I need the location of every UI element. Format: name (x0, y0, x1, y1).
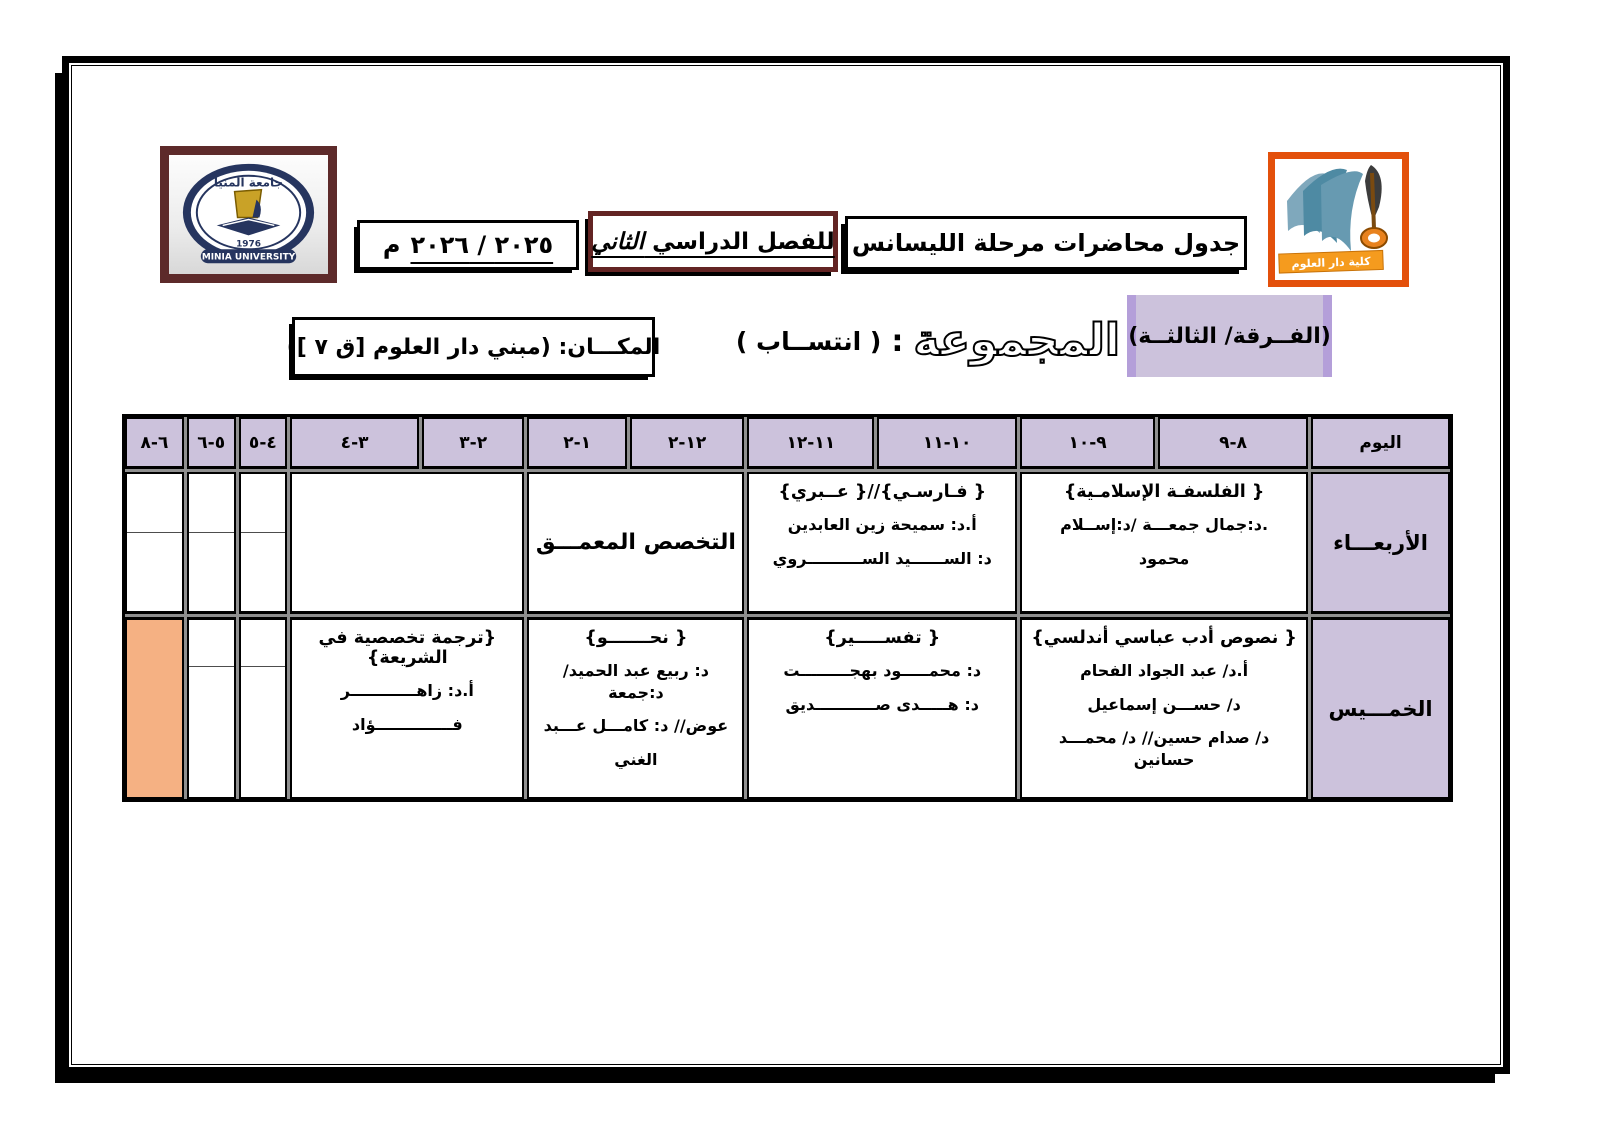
header-slot-6-8: ٦-٨ (125, 417, 184, 469)
header-day-column: اليوم (1311, 417, 1450, 469)
inkwell-highlight (1368, 234, 1380, 243)
course-instructors-line: أ.د/ عبد الجواد الفحام (1080, 661, 1249, 680)
header-slot-8-9: ٨-٩ (1158, 417, 1308, 469)
header-slot-11-12: ١١-١٢ (747, 417, 874, 469)
semester-title-text: للفصل الدراسي الثاني (591, 228, 835, 255)
quill-stem (1372, 173, 1374, 229)
header-slot-3-4: ٣-٤ (290, 417, 419, 469)
course-instructors-line: أ.د: زاهــــــــــــر (340, 681, 474, 700)
academic-year-box (357, 220, 579, 270)
academic-year-suffix: م (382, 231, 401, 259)
faculty-logo (1268, 152, 1409, 287)
course-instructors-line: الغني (614, 749, 658, 769)
course-abbasid-andalusian-literature (1020, 617, 1308, 799)
group-value: ( انتســاب ) (735, 326, 882, 356)
header-slot-4-5: ٤-٥ (239, 417, 288, 469)
faculty-emblem-icon (1275, 159, 1402, 280)
header-slot-10-11: ١٠-١١ (877, 417, 1017, 469)
empty-cell-wednesday-5-6 (187, 472, 236, 614)
course-title: { الفلسفـة الإسلامـية} (1063, 482, 1265, 502)
course-instructors-line: فــــــــــــــؤاد (351, 714, 463, 734)
faculty-banner (1279, 250, 1384, 273)
emblem-year: 1976 (236, 239, 261, 250)
academic-year-numbers: ٢٠٢٥ / ٢٠٢٦ (410, 231, 554, 259)
university-logo (160, 146, 337, 283)
course-instructors-line: د: الســــــيد الســــــــــروي (772, 548, 992, 568)
empty-cell-wednesday-2-4 (290, 472, 524, 614)
sail-shape-mid (1321, 171, 1363, 251)
header-slot-1-2: ١-٢ (527, 417, 626, 469)
grade-text: (الفــرقة/ الثالثــة) (1128, 323, 1331, 349)
group-label: المجموعة (913, 315, 1120, 366)
place-box (286, 317, 661, 377)
highlighted-cell-thursday-6-8 (125, 617, 184, 799)
main-title-box (845, 216, 1247, 270)
header-slot-2-3: ٢-٣ (422, 417, 524, 469)
empty-cell-wednesday-6-8 (125, 472, 184, 614)
group-separator: : (891, 323, 904, 359)
empty-cell-wednesday-4-5 (239, 472, 288, 614)
course-title: التخصص المعمـــق (535, 530, 736, 555)
header-slot-9-10: ٩-١٠ (1020, 417, 1155, 469)
course-title: { نصوص أدب عباسي أندلسي} (1031, 628, 1297, 648)
course-instructors-line: محمود (1138, 548, 1190, 568)
course-title: { تفســـــير} (824, 628, 941, 648)
emblem-banner-text: MINIA UNIVERSITY (201, 252, 296, 263)
day-label-wednesday: الأربعـــاء (1311, 472, 1450, 614)
emblem-arabic-name: جامعة المنيا (213, 175, 284, 190)
course-deep-specialization (527, 472, 744, 614)
place-text: المكـــان: (مبني دار العلوم [ق ٧ ]) (286, 334, 661, 360)
course-title: { نحـــــــو} (584, 628, 688, 648)
course-persian-hebrew (747, 472, 1017, 614)
course-instructors-line: د/ حســـن إسماعيل (1087, 694, 1241, 714)
course-title: {ترجمة تخصصية في الشريعة} (318, 628, 497, 668)
course-grammar (527, 617, 744, 799)
course-instructors-line: عوض// د: كامـــل عـــبد (543, 716, 729, 736)
day-label-thursday: الخمـــيس (1311, 617, 1450, 799)
header-slot-5-6: ٥-٦ (187, 417, 236, 469)
course-islamic-philosophy (1020, 472, 1308, 614)
main-title-text: جدول محاضرات مرحلة الليسانس (851, 229, 1241, 257)
semester-emphasis: الثاني (591, 228, 645, 255)
course-instructors-line: .د:جمال جمعـــة /د:إســلام (1060, 515, 1269, 534)
course-instructors-line: د/ صدام حسين// د/ محمـــد حسانين (1058, 728, 1270, 769)
header-slot-12-2: ١٢-٢ (630, 417, 745, 469)
course-sharia-translation (290, 617, 524, 799)
university-emblem-icon (169, 155, 328, 274)
empty-cell-thursday-5-6 (187, 617, 236, 799)
group-line (700, 308, 1120, 374)
course-tafsir (747, 617, 1017, 799)
course-title: { فـارسـي}//{ عــبري} (778, 482, 987, 502)
grade-badge (1127, 295, 1332, 377)
course-instructors-line: د: ربيع عبد الحميد/ د:جمعة (562, 661, 709, 702)
empty-cell-thursday-4-5 (239, 617, 288, 799)
faculty-banner-text: كلية دار العلوم (1291, 254, 1371, 271)
semester-title-box (588, 211, 838, 272)
course-instructors-line: د: محمـــــود بهجـــــــــت (783, 661, 982, 680)
schedule-table (122, 414, 1453, 802)
course-instructors-line: د: هـــــدى صـــــــــــديق (785, 694, 979, 714)
course-instructors-line: أ.د: سميحة زين العابدين (787, 515, 977, 534)
